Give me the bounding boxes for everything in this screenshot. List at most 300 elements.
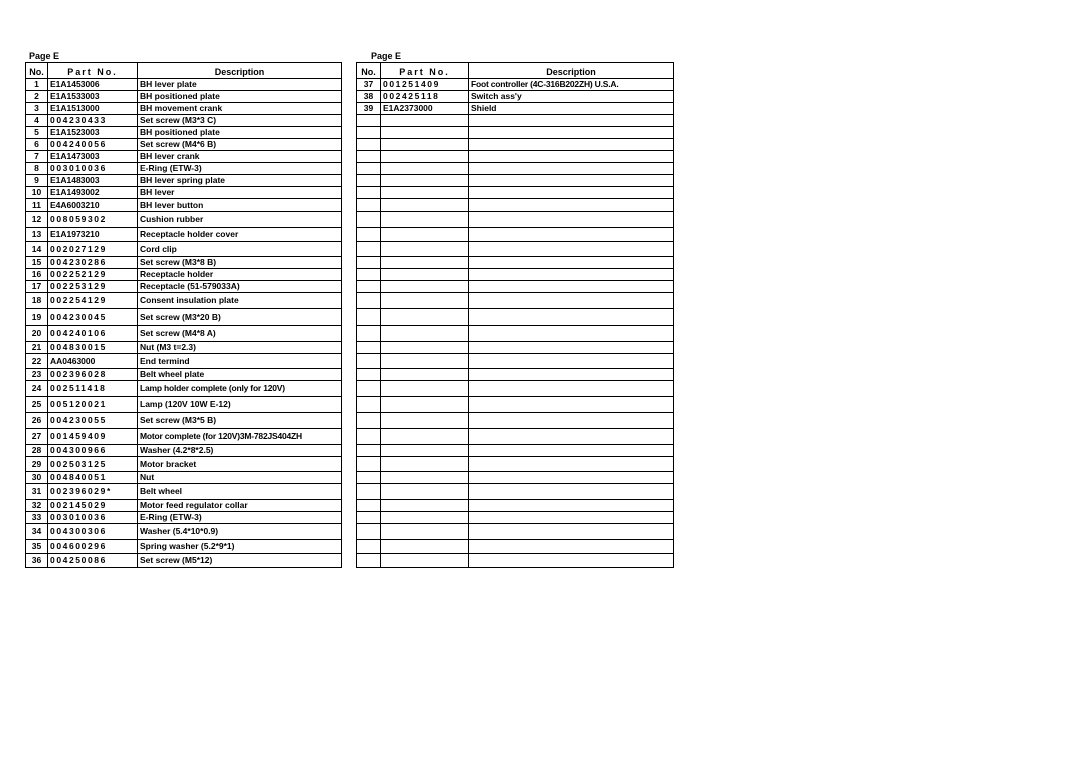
row-number <box>357 242 381 257</box>
row-number: 7 <box>26 151 48 163</box>
table-row <box>357 199 674 212</box>
row-number: 37 <box>357 79 381 91</box>
part-number: E1A1513000 <box>48 103 138 115</box>
header-no: No. <box>26 63 48 79</box>
table-row <box>26 500 342 512</box>
part-description <box>469 281 674 293</box>
table-row <box>26 540 342 554</box>
part-number <box>381 540 469 554</box>
part-number: 004840051 <box>48 472 138 484</box>
table-row <box>26 187 342 199</box>
part-description <box>469 228 674 242</box>
row-number <box>357 524 381 540</box>
row-number: 38 <box>357 91 381 103</box>
part-number <box>381 472 469 484</box>
table-row <box>357 326 674 342</box>
part-description: Nut (M3 t=2.3) <box>138 342 342 354</box>
table-row <box>26 269 342 281</box>
table-row <box>357 445 674 457</box>
table-row <box>357 228 674 242</box>
row-number: 24 <box>26 381 48 397</box>
part-description <box>469 472 674 484</box>
part-description: BH lever spring plate <box>138 175 342 187</box>
table-row <box>357 257 674 269</box>
part-number <box>381 369 469 381</box>
header-description: Description <box>469 63 674 79</box>
part-description: Set screw (M5*12) <box>138 554 342 568</box>
table-row <box>26 512 342 524</box>
part-number: E1A2373000 <box>381 103 469 115</box>
row-number <box>357 212 381 228</box>
part-number <box>381 151 469 163</box>
table-row <box>26 115 342 127</box>
part-description <box>469 342 674 354</box>
table-row <box>357 242 674 257</box>
part-number <box>381 445 469 457</box>
row-number: 15 <box>26 257 48 269</box>
table-row <box>357 212 674 228</box>
part-description: Receptacle holder <box>138 269 342 281</box>
table-row <box>26 103 342 115</box>
row-number <box>357 187 381 199</box>
row-number: 32 <box>26 500 48 512</box>
part-number: E4A6003210 <box>48 199 138 212</box>
part-number: 004240056 <box>48 139 138 151</box>
part-description: Consent insulation plate <box>138 293 342 309</box>
part-number <box>381 281 469 293</box>
row-number: 27 <box>26 429 48 445</box>
table-row <box>357 354 674 369</box>
row-number <box>357 540 381 554</box>
part-number: E1A1973210 <box>48 228 138 242</box>
part-number <box>381 554 469 568</box>
part-number <box>381 269 469 281</box>
part-description: Set screw (M3*8 B) <box>138 257 342 269</box>
row-number <box>357 554 381 568</box>
part-description <box>469 554 674 568</box>
table-row <box>357 457 674 472</box>
row-number: 19 <box>26 309 48 326</box>
row-number <box>357 369 381 381</box>
part-number: E1A1523003 <box>48 127 138 139</box>
part-description <box>469 199 674 212</box>
table-row <box>357 103 674 115</box>
part-number <box>381 342 469 354</box>
table-row <box>357 472 674 484</box>
row-number <box>357 139 381 151</box>
row-number: 1 <box>26 79 48 91</box>
part-number <box>381 242 469 257</box>
row-number: 2 <box>26 91 48 103</box>
part-number <box>381 309 469 326</box>
part-number: E1A1493002 <box>48 187 138 199</box>
header-part-no: Part No. <box>48 63 138 79</box>
parts-table-body-left <box>26 79 342 568</box>
row-number: 16 <box>26 269 48 281</box>
part-description: Belt wheel plate <box>138 369 342 381</box>
table-row <box>357 342 674 354</box>
parts-table-right <box>356 62 674 568</box>
row-number <box>357 127 381 139</box>
part-description: Foot controller (4C-316B202ZH) U.S.A. <box>469 79 674 91</box>
row-number <box>357 326 381 342</box>
row-number: 33 <box>26 512 48 524</box>
part-description <box>469 369 674 381</box>
part-number <box>381 127 469 139</box>
part-number <box>381 381 469 397</box>
row-number: 13 <box>26 228 48 242</box>
part-description <box>469 127 674 139</box>
part-description: Receptacle holder cover <box>138 228 342 242</box>
part-description <box>469 242 674 257</box>
row-number <box>357 397 381 413</box>
header-part-no: Part No. <box>381 63 469 79</box>
part-description <box>469 139 674 151</box>
part-number: 002503125 <box>48 457 138 472</box>
part-description: E-Ring (ETW-3) <box>138 512 342 524</box>
row-number <box>357 354 381 369</box>
part-number <box>381 187 469 199</box>
table-row <box>26 484 342 500</box>
part-description: Motor feed regulator collar <box>138 500 342 512</box>
part-description <box>469 445 674 457</box>
part-description: Lamp holder complete (only for 120V) <box>138 381 342 397</box>
part-number: 004300306 <box>48 524 138 540</box>
row-number <box>357 445 381 457</box>
table-row <box>26 151 342 163</box>
part-description <box>469 257 674 269</box>
part-description <box>469 269 674 281</box>
table-row <box>357 397 674 413</box>
part-number <box>381 163 469 175</box>
part-description: Spring washer (5.2*9*1) <box>138 540 342 554</box>
table-row <box>357 309 674 326</box>
part-number <box>381 413 469 429</box>
row-number: 10 <box>26 187 48 199</box>
part-description: Nut <box>138 472 342 484</box>
part-description <box>469 293 674 309</box>
table-row <box>26 472 342 484</box>
row-number <box>357 257 381 269</box>
row-number: 14 <box>26 242 48 257</box>
row-number <box>357 413 381 429</box>
part-number: 001459409 <box>48 429 138 445</box>
part-description <box>469 524 674 540</box>
part-number <box>381 524 469 540</box>
row-number: 25 <box>26 397 48 413</box>
part-number <box>381 397 469 413</box>
table-row <box>26 524 342 540</box>
part-number: 002252129 <box>48 269 138 281</box>
part-description: Motor bracket <box>138 457 342 472</box>
part-number: 004230433 <box>48 115 138 127</box>
row-number <box>357 381 381 397</box>
row-number <box>357 512 381 524</box>
parts-table-body-right <box>357 79 674 568</box>
table-row <box>357 381 674 397</box>
part-number <box>381 429 469 445</box>
table-row <box>26 413 342 429</box>
table-row <box>26 79 342 91</box>
row-number <box>357 269 381 281</box>
table-row <box>26 554 342 568</box>
part-number: 002425118 <box>381 91 469 103</box>
part-description: Set screw (M3*20 B) <box>138 309 342 326</box>
page-label-right: Page E <box>371 51 402 61</box>
part-number: 002396028 <box>48 369 138 381</box>
row-number: 29 <box>26 457 48 472</box>
row-number <box>357 151 381 163</box>
row-number <box>357 472 381 484</box>
row-number <box>357 115 381 127</box>
row-number: 21 <box>26 342 48 354</box>
table-row <box>357 151 674 163</box>
row-number <box>357 228 381 242</box>
row-number: 17 <box>26 281 48 293</box>
part-number: 004230286 <box>48 257 138 269</box>
part-description: Set screw (M3*3 C) <box>138 115 342 127</box>
row-number: 3 <box>26 103 48 115</box>
part-description <box>469 309 674 326</box>
part-number: 004300966 <box>48 445 138 457</box>
part-number: E1A1453006 <box>48 79 138 91</box>
part-number: 004230055 <box>48 413 138 429</box>
part-number: 002396029* <box>48 484 138 500</box>
part-description: Belt wheel <box>138 484 342 500</box>
row-number: 28 <box>26 445 48 457</box>
part-description: Cord clip <box>138 242 342 257</box>
table-row <box>357 484 674 500</box>
row-number: 34 <box>26 524 48 540</box>
part-description <box>469 175 674 187</box>
part-description <box>469 413 674 429</box>
table-row <box>357 540 674 554</box>
part-description <box>469 512 674 524</box>
part-description <box>469 163 674 175</box>
table-row <box>26 163 342 175</box>
row-number: 30 <box>26 472 48 484</box>
row-number: 39 <box>357 103 381 115</box>
table-row <box>357 413 674 429</box>
table-row <box>357 127 674 139</box>
part-description: Set screw (M4*8 A) <box>138 326 342 342</box>
part-number: AA0463000 <box>48 354 138 369</box>
part-number: 002254129 <box>48 293 138 309</box>
part-number <box>381 293 469 309</box>
part-number: E1A1473003 <box>48 151 138 163</box>
table-row <box>357 79 674 91</box>
part-description <box>469 500 674 512</box>
part-description: BH lever button <box>138 199 342 212</box>
part-description: Cushion rubber <box>138 212 342 228</box>
part-number: 002027129 <box>48 242 138 257</box>
part-description: Set screw (M3*5 B) <box>138 413 342 429</box>
part-description <box>469 212 674 228</box>
row-number <box>357 199 381 212</box>
part-number: 004250086 <box>48 554 138 568</box>
row-number <box>357 429 381 445</box>
part-number: 002145029 <box>48 500 138 512</box>
row-number: 6 <box>26 139 48 151</box>
table-row <box>26 369 342 381</box>
table-row <box>357 512 674 524</box>
part-number <box>381 354 469 369</box>
table-row <box>26 429 342 445</box>
row-number: 20 <box>26 326 48 342</box>
row-number <box>357 293 381 309</box>
part-description <box>469 397 674 413</box>
row-number: 18 <box>26 293 48 309</box>
table-row <box>357 554 674 568</box>
row-number: 12 <box>26 212 48 228</box>
table-row <box>357 163 674 175</box>
part-description: BH positioned plate <box>138 91 342 103</box>
row-number <box>357 500 381 512</box>
part-description: Shield <box>469 103 674 115</box>
table-header-row <box>26 63 342 79</box>
part-description: Receptacle (51-579033A) <box>138 281 342 293</box>
table-row <box>26 212 342 228</box>
row-number: 35 <box>26 540 48 554</box>
table-row <box>26 228 342 242</box>
table-row <box>26 326 342 342</box>
part-number <box>381 139 469 151</box>
table-row <box>357 115 674 127</box>
parts-table-left <box>25 62 342 568</box>
header-description: Description <box>138 63 342 79</box>
row-number: 5 <box>26 127 48 139</box>
part-number <box>381 115 469 127</box>
row-number <box>357 457 381 472</box>
part-description <box>469 540 674 554</box>
row-number <box>357 484 381 500</box>
part-description: BH lever crank <box>138 151 342 163</box>
part-number: 002511418 <box>48 381 138 397</box>
part-description: Lamp (120V 10W E-12) <box>138 397 342 413</box>
row-number: 11 <box>26 199 48 212</box>
part-number: 005120021 <box>48 397 138 413</box>
part-description: End termind <box>138 354 342 369</box>
table-row <box>357 139 674 151</box>
part-description: Washer (5.4*10*0.9) <box>138 524 342 540</box>
part-number <box>381 457 469 472</box>
row-number <box>357 175 381 187</box>
table-row <box>357 91 674 103</box>
part-number <box>381 512 469 524</box>
page-label-left: Page E <box>29 51 60 61</box>
part-number <box>381 257 469 269</box>
table-row <box>26 293 342 309</box>
part-number: E1A1483003 <box>48 175 138 187</box>
part-description: Set screw (M4*6 B) <box>138 139 342 151</box>
part-number <box>381 212 469 228</box>
part-description: BH lever <box>138 187 342 199</box>
table-row <box>357 429 674 445</box>
row-number <box>357 309 381 326</box>
table-row <box>26 127 342 139</box>
part-number: E1A1533003 <box>48 91 138 103</box>
row-number: 4 <box>26 115 48 127</box>
table-row <box>26 445 342 457</box>
part-description <box>469 354 674 369</box>
table-row <box>26 91 342 103</box>
row-number <box>357 281 381 293</box>
row-number <box>357 163 381 175</box>
part-number: 004830015 <box>48 342 138 354</box>
row-number: 31 <box>26 484 48 500</box>
part-number <box>381 175 469 187</box>
table-row <box>26 242 342 257</box>
part-description <box>469 484 674 500</box>
table-row <box>357 293 674 309</box>
part-description: Washer (4.2*8*2.5) <box>138 445 342 457</box>
table-row <box>357 524 674 540</box>
part-number: 002253129 <box>48 281 138 293</box>
row-number: 23 <box>26 369 48 381</box>
part-description <box>469 429 674 445</box>
part-description <box>469 151 674 163</box>
part-number: 004230045 <box>48 309 138 326</box>
table-row <box>357 187 674 199</box>
table-row <box>26 397 342 413</box>
table-row <box>26 354 342 369</box>
row-number: 36 <box>26 554 48 568</box>
part-description: BH lever plate <box>138 79 342 91</box>
row-number: 8 <box>26 163 48 175</box>
part-description <box>469 381 674 397</box>
row-number: 26 <box>26 413 48 429</box>
table-row <box>26 457 342 472</box>
part-number: 001251409 <box>381 79 469 91</box>
table-row <box>26 309 342 326</box>
part-number <box>381 326 469 342</box>
table-row <box>26 257 342 269</box>
table-header-row <box>357 63 674 79</box>
part-number: 003010036 <box>48 512 138 524</box>
table-row <box>357 369 674 381</box>
header-no: No. <box>357 63 381 79</box>
part-description <box>469 115 674 127</box>
part-description <box>469 326 674 342</box>
row-number <box>357 342 381 354</box>
part-number <box>381 500 469 512</box>
table-row <box>26 281 342 293</box>
part-description: E-Ring (ETW-3) <box>138 163 342 175</box>
part-number: 004600296 <box>48 540 138 554</box>
part-description: Switch ass'y <box>469 91 674 103</box>
part-number <box>381 199 469 212</box>
part-number: 004240106 <box>48 326 138 342</box>
part-description <box>469 187 674 199</box>
part-number <box>381 228 469 242</box>
part-description: BH positioned plate <box>138 127 342 139</box>
row-number: 9 <box>26 175 48 187</box>
table-row <box>357 269 674 281</box>
part-number: 003010036 <box>48 163 138 175</box>
part-number: 008059302 <box>48 212 138 228</box>
table-row <box>26 175 342 187</box>
table-row <box>357 281 674 293</box>
part-description: BH movement crank <box>138 103 342 115</box>
table-row <box>26 381 342 397</box>
table-row <box>26 342 342 354</box>
table-row <box>26 199 342 212</box>
part-description <box>469 457 674 472</box>
part-description: Motor complete (for 120V)3M-782JS404ZH <box>138 429 342 445</box>
row-number: 22 <box>26 354 48 369</box>
part-number <box>381 484 469 500</box>
table-row <box>357 500 674 512</box>
